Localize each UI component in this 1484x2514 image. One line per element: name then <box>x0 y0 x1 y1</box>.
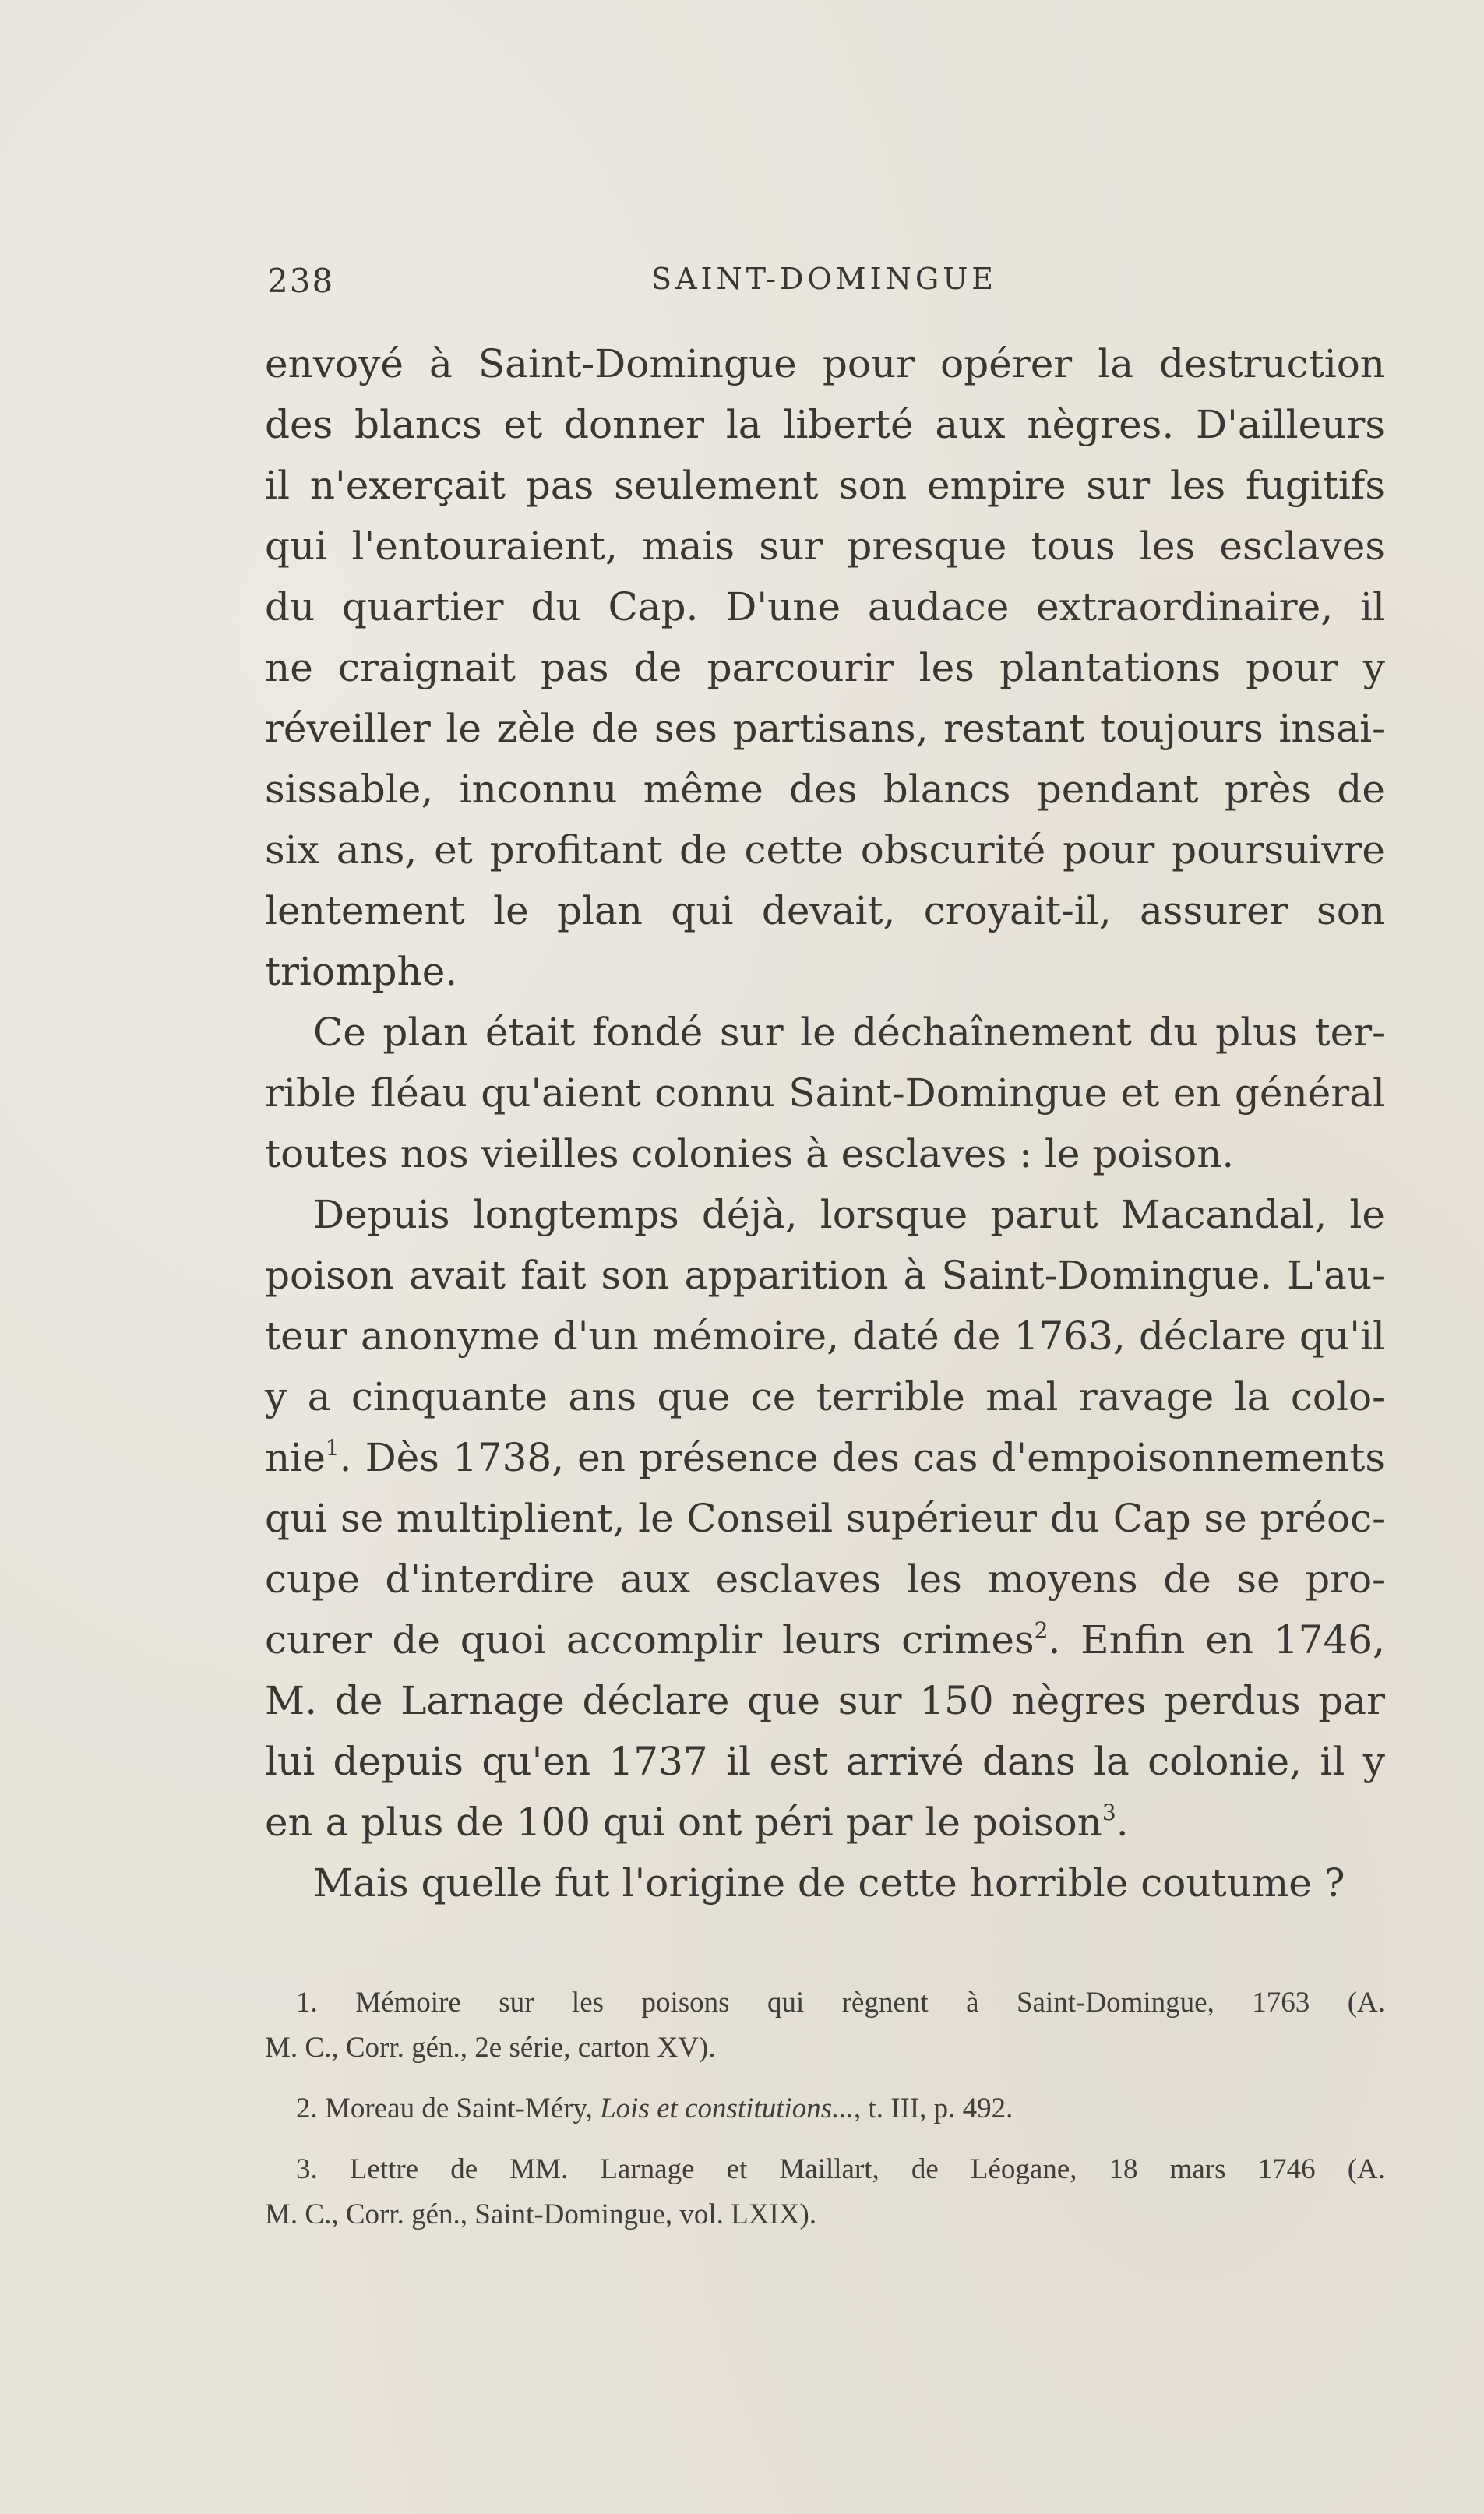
text-line: qui se multiplient, le Conseil supérieur du Cap se préoc- <box>265 1496 1385 1541</box>
page-number: 238 <box>267 262 335 300</box>
running-head: SAINT-DOMINGUE <box>651 262 997 296</box>
page-header <box>267 262 1381 309</box>
text-line-with-note <box>265 1610 1385 1670</box>
text-line: il n'exerçait pas seulement son empire sur les fugitifs <box>265 463 1385 508</box>
footnotes <box>265 1980 1385 2237</box>
text-line: lui depuis qu'en 1737 il est arrivé dans la colonie, il y <box>265 1739 1385 1784</box>
paragraph-start-line: Ce plan était fondé sur le déchaînement du plus ter- <box>313 1010 1385 1055</box>
text-line: toutes nos vieilles colonies à esclaves : le poison. <box>265 1131 1235 1176</box>
footnote-1-line-2: M. C., Corr. gén., 2e série, carton XV). <box>265 2032 716 2064</box>
text-fragment: nie <box>265 1435 326 1480</box>
text-line: six ans, et profitant de cette obscurité pour poursuivre <box>265 827 1385 873</box>
text-fragment: . Enfin en 1746, <box>1048 1617 1385 1662</box>
text-line-with-note <box>265 1792 1385 1853</box>
text-line: sissable, inconnu même des blancs pendant près de <box>265 767 1385 812</box>
footnote-2-prefix: 2. Moreau de Saint-Méry, <box>296 2093 601 2124</box>
text-fragment: en a plus de 100 qui ont péri par le poison <box>265 1800 1102 1845</box>
text-line: M. de Larnage déclare que sur 150 nègres perdus par <box>265 1678 1385 1723</box>
text-line-with-note <box>265 1427 1385 1488</box>
text-fragment: . Dès 1738, en présence des cas d'empoisonnements <box>339 1435 1385 1480</box>
text-line: teur anonyme d'un mémoire, daté de 1763, déclare qu'il <box>265 1313 1385 1359</box>
main-text <box>265 333 1385 1913</box>
footnote-2-suffix: , t. III, p. 492. <box>853 2093 1013 2124</box>
paragraph-start-line: Mais quelle fut l'origine de cette horrible coutume ? <box>313 1860 1345 1906</box>
footnote-2 <box>265 2086 1385 2131</box>
footnote-spacer <box>265 2071 1385 2086</box>
footnote-ref: 1 <box>325 1435 340 1461</box>
text-line: réveiller le zèle de ses partisans, restant toujours insai- <box>265 706 1385 751</box>
text-line: y a cinquante ans que ce terrible mal ravage la colo- <box>265 1374 1385 1419</box>
text-line: rible fléau qu'aient connu Saint-Domingue et en général <box>265 1070 1385 1116</box>
footnote-spacer <box>265 2131 1385 2147</box>
footnote-ref: 2 <box>1034 1617 1049 1643</box>
text-line: poison avait fait son apparition à Saint-Domingue. L'au- <box>265 1253 1385 1298</box>
text-line: ne craignait pas de parcourir les plantations pour y <box>265 645 1385 690</box>
footnote-3-line-1: 3. Lettre de MM. Larnage et Maillart, de Léogane, 18 mars 1746 (A. <box>296 2153 1385 2185</box>
text-line: envoyé à Saint-Domingue pour opérer la destruction <box>265 341 1385 386</box>
text-line: lentement le plan qui devait, croyait-il, assurer son <box>265 888 1385 933</box>
text-fragment: . <box>1116 1800 1129 1845</box>
text-line: qui l'entouraient, mais sur presque tous les esclaves <box>265 524 1385 569</box>
text-line: du quartier du Cap. D'une audace extraordinaire, il <box>265 584 1385 629</box>
footnote-2-title: Lois et constitutions... <box>600 2093 854 2124</box>
footnote-1-line-1: 1. Mémoire sur les poisons qui règnent à Saint-Domingue, 1763 (A. <box>296 1987 1385 2019</box>
footnote-3-line-2: M. C., Corr. gén., Saint-Domingue, vol. LXIX). <box>265 2198 817 2230</box>
text-fragment: curer de quoi accomplir leurs crimes <box>265 1617 1035 1662</box>
text-line: cupe d'interdire aux esclaves les moyens de se pro- <box>265 1557 1385 1602</box>
text-line: des blancs et donner la liberté aux nègres. D'ailleurs <box>265 402 1385 447</box>
paragraph-start-line: Depuis longtemps déjà, lorsque parut Macandal, le <box>313 1192 1385 1237</box>
text-line: triomphe. <box>265 949 458 994</box>
footnote-ref: 3 <box>1102 1800 1116 1825</box>
